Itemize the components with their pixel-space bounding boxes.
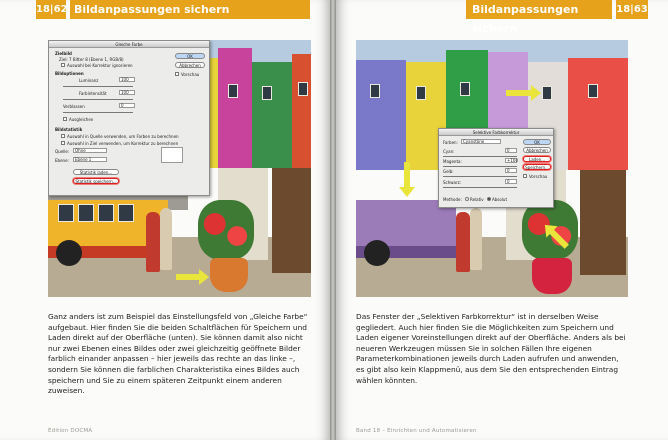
- fade-label: Verblassen: [63, 104, 85, 109]
- bus-window: [58, 204, 74, 222]
- left-page: [0, 0, 330, 440]
- preview-checkbox[interactable]: [523, 174, 527, 178]
- chapter-title: Bildanpassungen sichern: [70, 0, 310, 19]
- photo-gleiche-farbe: [48, 40, 311, 297]
- use-source-selection-checkbox[interactable]: [61, 134, 65, 138]
- bus-wheel: [364, 240, 390, 266]
- method-label: Methode:: [443, 197, 462, 202]
- page-number: 18|63: [616, 0, 648, 19]
- target-label: Zielbild: [55, 51, 72, 56]
- color-intensity-label: Farbintensität: [79, 91, 107, 96]
- cyan-field[interactable]: 0: [505, 148, 517, 153]
- source-label: Quelle:: [55, 149, 70, 154]
- bus-window: [118, 204, 134, 222]
- building: [568, 58, 628, 170]
- black-slider[interactable]: [443, 187, 517, 188]
- window: [460, 82, 470, 96]
- image-options-label: Bildoptionen: [55, 71, 84, 76]
- layer-label: Ebene:: [55, 158, 69, 163]
- cyan-label: Cyan:: [443, 149, 455, 154]
- relative-label: Relativ: [470, 197, 484, 202]
- arrow: [506, 90, 532, 96]
- magenta-slider[interactable]: [443, 166, 517, 167]
- flowers: [198, 200, 254, 260]
- source-select[interactable]: Ohne: [73, 148, 107, 153]
- ok-button[interactable]: OK: [523, 139, 551, 145]
- building: [252, 62, 292, 168]
- photo-selektive-farbkorrektur: [356, 40, 628, 297]
- window: [370, 84, 380, 98]
- fade-field[interactable]: 0: [119, 103, 135, 108]
- footer: Band 18 – Einrichten und Automatisieren: [356, 428, 477, 434]
- cancel-button[interactable]: Abbrechen: [175, 62, 205, 68]
- stats-label: Bildstatistik: [55, 127, 83, 132]
- person: [146, 212, 160, 272]
- cyan-slider[interactable]: [443, 156, 517, 157]
- doorway: [272, 168, 311, 273]
- absolute-radio[interactable]: [487, 197, 491, 201]
- window: [588, 84, 598, 98]
- preview-label: Vorschau: [181, 72, 200, 77]
- use-target-selection-label: Auswahl in Ziel verwenden, um Korrektur zu berechnen: [67, 141, 179, 146]
- save-button[interactable]: Speichern...: [523, 164, 551, 170]
- bus-window: [78, 204, 94, 222]
- use-source-selection-label: Auswahl in Quelle verwenden, um Farben zu berechnen: [67, 134, 179, 139]
- window: [416, 86, 426, 100]
- window: [228, 84, 238, 98]
- absolute-label: Absolut: [492, 197, 508, 202]
- load-button[interactable]: Laden...: [523, 156, 551, 162]
- luminance-field[interactable]: 100: [119, 77, 135, 82]
- building: [292, 54, 311, 168]
- color-intensity-field[interactable]: 100: [119, 90, 135, 95]
- neutralize-label: Ausgleichen: [69, 117, 94, 122]
- bus-wheel: [56, 240, 82, 266]
- page-number: 18|62: [36, 0, 66, 19]
- magenta-label: Magenta:: [443, 159, 462, 164]
- flower-pot: [532, 258, 572, 294]
- right-page: [336, 0, 668, 440]
- luminance-label: Luminanz: [79, 78, 99, 83]
- dialog-title: Gleiche Farbe: [49, 41, 209, 48]
- building: [218, 48, 252, 168]
- selektive-farbkorrektur-dialog: [438, 128, 554, 208]
- load-stats-button[interactable]: Statistik laden...: [73, 169, 119, 175]
- black-label: Schwarz:: [443, 180, 462, 185]
- bus-window: [98, 204, 114, 222]
- dialog-title: Selektive Farbkorrektur: [439, 129, 553, 136]
- flower-pot: [210, 258, 248, 292]
- magenta-field[interactable]: +100: [507, 158, 518, 163]
- use-target-selection-checkbox[interactable]: [61, 141, 65, 145]
- window: [542, 86, 552, 100]
- colors-label: Farben:: [443, 140, 458, 145]
- yellow-slider[interactable]: [443, 176, 517, 177]
- person: [470, 208, 482, 270]
- preview-checkbox[interactable]: [175, 72, 179, 76]
- gleiche-farbe-dialog: [48, 40, 210, 196]
- colors-select[interactable]: Cyanstöne: [461, 139, 501, 144]
- ignore-selection-checkbox[interactable]: [61, 63, 65, 67]
- cancel-button[interactable]: Abbrechen: [523, 147, 551, 153]
- chapter-title: Bildanpassungen sichern: [466, 0, 612, 19]
- arrow: [176, 274, 200, 280]
- source-thumbnail: [161, 147, 183, 163]
- ignore-selection-label: Auswahl bei Korrektur ignorieren: [67, 63, 133, 68]
- luminance-slider[interactable]: [63, 86, 133, 87]
- person: [456, 212, 470, 272]
- yellow-field[interactable]: 0: [505, 168, 517, 173]
- building: [356, 60, 406, 170]
- relative-radio[interactable]: [465, 197, 469, 201]
- footer: Edition DOCMA: [48, 428, 93, 434]
- person: [160, 208, 172, 270]
- window: [298, 82, 308, 96]
- window: [262, 86, 272, 100]
- doorway: [580, 170, 626, 275]
- color-intensity-slider[interactable]: [63, 99, 133, 100]
- arrow: [404, 162, 410, 188]
- neutralize-checkbox[interactable]: [63, 117, 67, 121]
- layer-select[interactable]: Ebene 1: [73, 157, 107, 162]
- black-field[interactable]: 0: [505, 179, 517, 184]
- target-value: Ziel: 7 Bitter 8 (Ebene 1, RGB/8): [59, 57, 124, 62]
- yellow-label: Gelb:: [443, 169, 454, 174]
- fade-slider[interactable]: [63, 112, 133, 113]
- body-text: Ganz anders ist zum Beispiel das Einstellungsfeld von „Gleiche Farbe“ aufgebaut. Hier finden Sie die beiden Schaltflächen für Speichern und Laden direkt auf der Oberfläche (unten). Sie können damit also nicht nur zwei Ebenen eines Bildes oder zwei gleichzeitig geöffnete Bilder farblich einander anpassen – hier jeweils das rechte an das linke –, sondern Sie können die farblichen Charakteristika eines Bildes auch speichern und Sie zu einem späteren Zeitpunkt einem anderen zuweisen.: [48, 312, 308, 396]
- body-text: Das Fenster der „Selektiven Farbkorrektur“ ist in derselben Weise gegliedert. Auch hier finden Sie die Möglichkeiten zum Speichern und Laden eigener Voreinstellungen direkt auf der Oberfläche. Anders als bei neueren Werkzeugen müssen Sie in solchen Fällen Ihre eigenen Parameterkombinationen jeweils durch Laden aufrufen und anwenden, es gibt also kein Klappmenü, aus dem Sie den entsprechenden Eintrag wählen könnten.: [356, 312, 626, 385]
- ok-button[interactable]: OK: [175, 53, 205, 59]
- save-stats-button[interactable]: Statistik speichern...: [73, 178, 119, 184]
- preview-label: Vorschau: [529, 174, 548, 179]
